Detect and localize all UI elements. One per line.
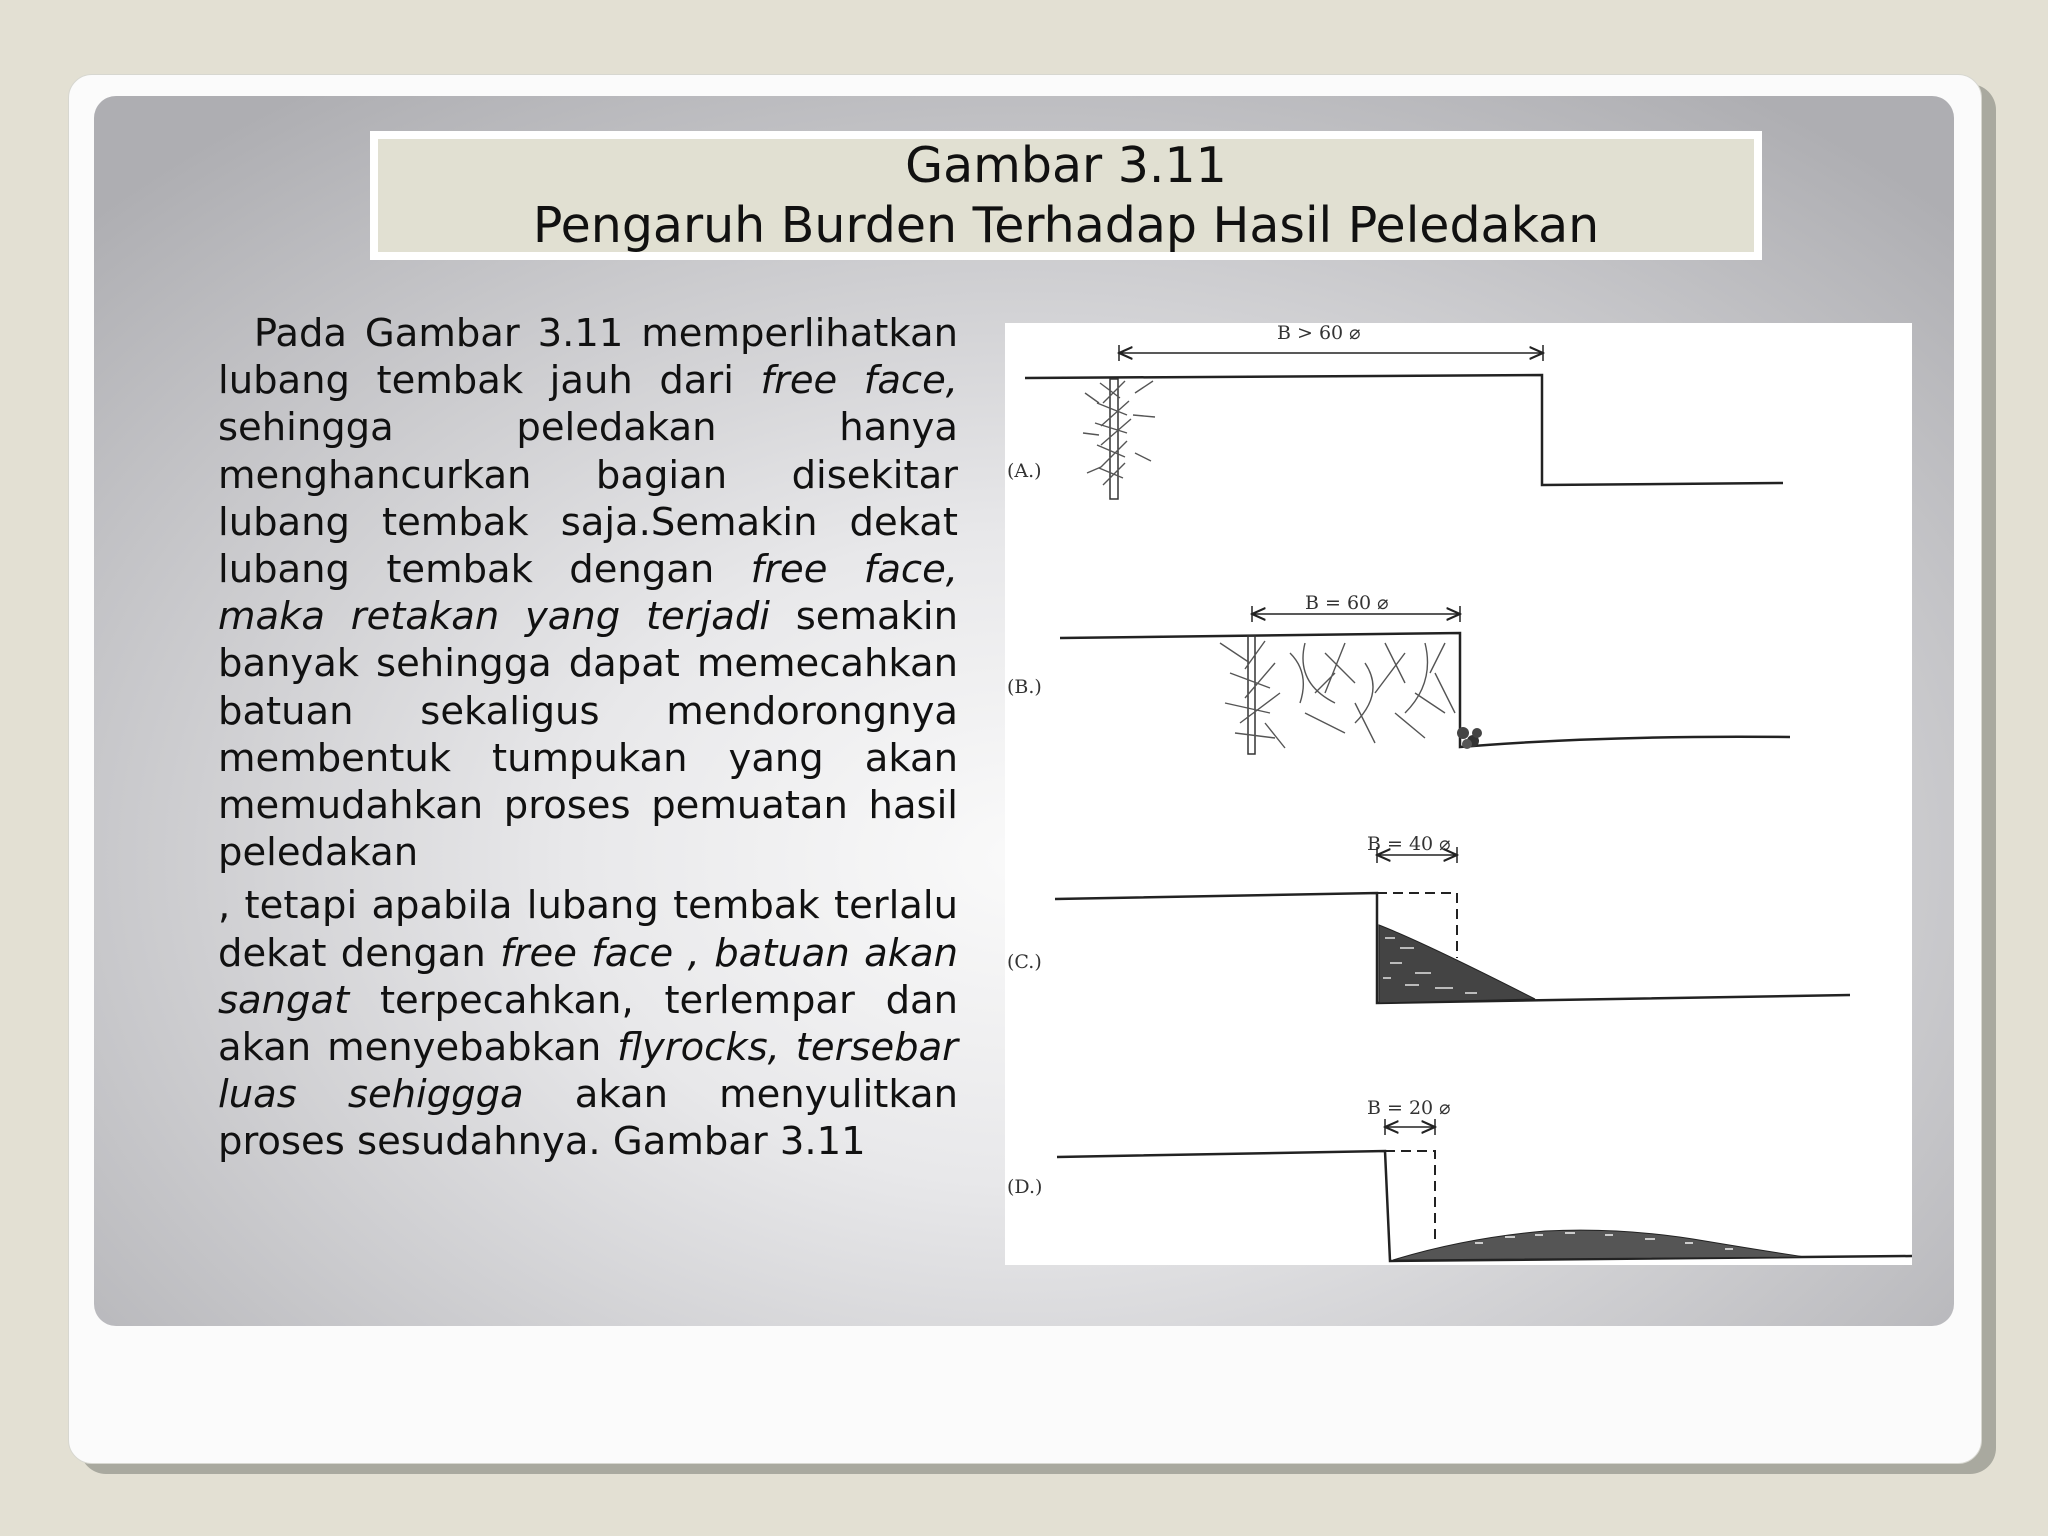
- paragraph-1: [218, 310, 958, 876]
- panel-c: [1007, 833, 1850, 1003]
- burden-diagram: [1005, 323, 1912, 1265]
- body-text: [218, 310, 958, 1166]
- panel-b: [1007, 592, 1790, 754]
- panel-b-bench: [1060, 633, 1790, 747]
- panel-a: [1007, 323, 1783, 499]
- paragraph-1-text: semakin banyak sehingga dapat memecahkan batuan sekaligus mendorongnya membentuk tumpukan yang akan memudahkan proses pemuatan hasil peledakan: [218, 594, 958, 876]
- paragraph-2-italic: flyrocks, tersebar luas sehiggga: [218, 1025, 958, 1118]
- title-line-2: Pengaruh Burden Terhadap Hasil Peledakan: [532, 196, 1600, 254]
- panel-a-label: (A.): [1007, 460, 1042, 482]
- title-box: [370, 131, 1762, 260]
- paragraph-1-text: sehingga peledakan hanya menghancurkan bagian disekitar lubang tembak saja.Semakin dekat lubang tembak dengan: [218, 405, 958, 593]
- paragraph-2-text: , tetapi apabila lubang tembak terlalu dekat dengan: [218, 883, 958, 976]
- panel-d-burden: B = 20 ⌀: [1367, 1097, 1451, 1119]
- paragraph-1-text: Pada Gambar 3.11 memperlihatkan lubang tembak jauh dari: [218, 311, 958, 404]
- panel-a-bench: [1025, 375, 1783, 485]
- panel-d-original-face: [1385, 1151, 1435, 1245]
- panel-a-blasthole: [1110, 379, 1118, 499]
- panel-d: [1007, 1097, 1912, 1261]
- panel-c-label: (C.): [1007, 951, 1042, 973]
- paragraph-2-text: akan menyulitkan proses sesudahnya. Gambar 3.11: [218, 1072, 958, 1165]
- panel-d-flyrock-spread: [1393, 1230, 1805, 1260]
- panel-b-label: (B.): [1007, 676, 1042, 698]
- title-line-1: Gambar 3.11: [905, 136, 1227, 194]
- paragraph-2: [218, 882, 958, 1165]
- panel-b-blasthole: [1248, 636, 1255, 754]
- panel-a-burden: B > 60 ⌀: [1277, 323, 1361, 344]
- panel-b-burden: B = 60 ⌀: [1305, 592, 1389, 614]
- paragraph-2-italic: free face , batuan akan sangat: [218, 930, 958, 1023]
- paragraph-1-italic: free face,: [760, 358, 959, 404]
- paragraph-1-italic: free face, maka retakan yang terjadi: [218, 547, 958, 640]
- panel-d-label: (D.): [1007, 1176, 1043, 1198]
- slide-title: [378, 136, 1754, 254]
- panel-c-burden: B = 40 ⌀: [1367, 833, 1451, 855]
- burden-figure: [1005, 323, 1912, 1265]
- paragraph-2-text: terpecahkan, terlempar dan akan menyebabkan: [218, 977, 958, 1071]
- panel-a-cracks: [1083, 381, 1155, 485]
- panel-c-muckpile: [1379, 925, 1535, 1003]
